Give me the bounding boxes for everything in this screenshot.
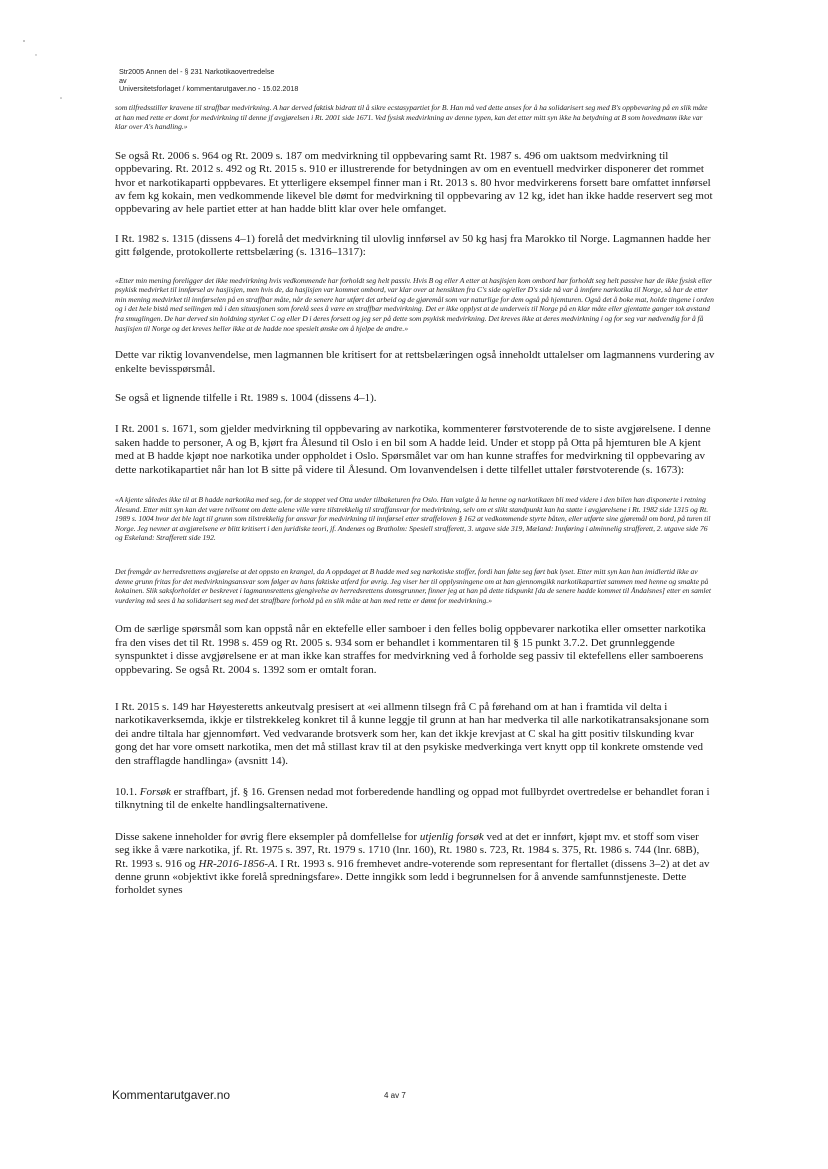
quote-block: Det fremgår av herredsrettens avgjørelse at det oppsto en krangel, da A oppdaget at B hadde med seg narkotiske stoffer, fordi han følte seg ført bak lyset. Etter mitt syn kan han imidlertid ikke av denne grunn fritas for det medvirkningsansvar som følger av hans faktiske atferd for øvrig. Jeg viser her til opplysningene om at han gjennomgikk narkotikapartiet sammen med henne og smakte på kokainen. Slik saksforholdet er beskrevet i lagmannsrettens gjengivelse av herredsrettens domsgrunner, finner jeg at han på dette tidspunkt [da de senere hadde kommet til Åndalsnes] etter en samlet vurdering må sees å ha solidarisert seg med det straffbare forhold på en slik måte at han med rette er dømt for medvirkning.» <box>115 567 712 605</box>
body-paragraph: Se også Rt. 2006 s. 964 og Rt. 2009 s. 187 om medvirkning til oppbevaring samt Rt. 1987 s. 496 om uaktsom medvirkning til oppbevaring. Rt. 2012 s. 492 og Rt. 2015 s. 910 er illustrerende for betydningen av om en eventuell medvirker disponerer det rommet hvor et narkotikaparti oppbevares. Et ytterligere eksempel finner man i Rt. 2013 s. 80 hvor medvirkerens forsett bare omfattet innførsel av fem kg kokain, men vedkommende likevel ble dømt for medvirkning til oppbevaring av 12 kg, idet han ikke hadde reservert seg mot oppbevaring av hele partiet etter at han hadde blitt klar over hele omfanget. <box>115 149 713 216</box>
header-by: av <box>119 75 127 85</box>
quote-block: som tilfredsstiller kravene til straffbar medvirkning. A har derved faktisk bidratt til å sikre ecstasypartiet for B. Han må ved dette anses for å ha solidarisert seg med B's oppbevaring på en slik måte at han med rette er domt for medvirkning til denne jf avgjørelsen i Rt. 2001 side 1671. Ved fysisk medvirkning av denne typen, kan det etter mitt syn ikke ha betydning at B som hovedmann ikke var klar over A's handling.» <box>115 103 708 132</box>
quote-block: «A kjente således ikke til at B hadde narkotika med seg, for de stoppet ved Otta under tilbaketuren fra Oslo. Han valgte å la henne og narkotikaen bli med videre i den bilen han disponerte i retning Ålesund. Etter mitt syn kan det være tvilsomt om dette alene ville være tilstrekkelig til straffansvar for medvirkning, selv om et slikt standpunkt kan ha støtte i avgjørelsene i Rt. 1982 side 1315 og Rt. 1989 s. 1004 hvor det ble lagt til grunn som tilstrekkelig for ansvar for medvirkning til innførsel etter straffeloven § 162 at vedkommende styrte båten, eller utførte sine gjøremål om bord, på turen til Norge. Jeg nevner at avgjørelsene er blitt kritisert i den juridiske teori, jf. Andenæs og Bratholm: Spesiell strafferett, 3. utgave side 319, Mæland: Innføring i alminnelig strafferett, 2. utgave side 76 og Eskeland: Strafferett side 192. <box>115 495 711 543</box>
section-number: 10.1. <box>115 786 140 799</box>
body-paragraph: I Rt. 1982 s. 1315 (dissens 4–1) forelå det medvirkning til ulovlig innførsel av 50 kg hasj fra Marokko til Norge. Lagmannen hadde her gitt følgende, protokollerte rettsbelæring (s. 1316–1317): <box>115 232 711 259</box>
header-title: Str2005 Annen del - § 231 Narkotikaovertredelse <box>119 67 275 76</box>
header-publisher: Universitetsforlaget / kommentarutgaver.no - 15.02.2018 <box>119 84 299 94</box>
paragraph-text: . I Rt. 1993 s. 916 fremhevet andre-voterende som representant for flertallet (dissens 3–2) at det av denne grunn «objektivt ikke forelå spredningsfare». Dette inngikk som ledd i begrunnelsen for å anvende samfunnstjeneste. Dette forholdet synes <box>115 857 710 897</box>
document-header <box>119 68 679 94</box>
body-paragraph: I Rt. 2015 s. 149 har Høyesteretts ankeutvalg presisert at «ei allmenn tilsegn frå C på førehand om at han i framtida vil delta i narkotikaverksemda, ikkje er tilstrekkeleg konkret til å kunne leggje til grunn at han har medverka til alle narkotikatransaksjonane som dei andre tiltala har gjennomført. Ved vedvarande brotsverk som her, kan det ikkje krevjast at C skal ha gitt positiv tilskunding kvar gong det har vore omsett narkotika, men det må stillast krav til at den psykiske medverkinga vert knytt opp til konkrete omstende ved den strafflagde handlinga» (avsnitt 14). <box>115 701 710 767</box>
document-body <box>115 103 715 898</box>
body-paragraph <box>115 831 715 898</box>
term-emphasis: utjenlig forsøk <box>419 830 484 843</box>
footer-page-number: 4 av 7 <box>384 1091 406 1100</box>
section-paragraph <box>115 786 715 813</box>
body-paragraph: I Rt. 2001 s. 1671, som gjelder medvirkning til oppbevaring av narkotika, kommenterer førstvoterende de to siste avgjørelsene. I denne saken hadde to personer, A og B, kjørt fra Ålesund til Oslo i en bil som A hadde leid. Under et stopp på Otta på hjemturen ble A kjent med at B hadde kjøpt noe narkotika under oppholdet i Oslo. Spørsmålet var om han kunne straffes for medvirkning til oppbevaring av dette narkotikapartiet når han lot B sitte på videre til Ålesund. Om lovanvendelsen i dette tilfellet uttaler førstvoterende (s. 1673): <box>115 423 711 476</box>
paragraph-text: ved at det er innført, kjøpt mv. et stoff som viser seg ikke å være narkotika, jf. Rt. 1975 s. 397, Rt. 1979 s. 1710 (lnr. 160), Rt. 1980 s. 723, Rt. 1984 s. 375, Rt. 1986 s. 744 (lnr. 68B), Rt. 1993 s. 916 og <box>115 830 700 870</box>
case-reference: HR-2016-1856-A <box>198 857 275 870</box>
footer-site: Kommentarutgaver.no <box>112 1088 231 1102</box>
paragraph-text: er straffbart, jf. § 16. Grensen nedad mot forberedende handling og oppad mot fullbyrdet overtredelse er behandlet foran i tilknytning til de enkelte handlingsalternativene. <box>115 786 710 812</box>
body-paragraph: Dette var riktig lovanvendelse, men lagmannen ble kritisert for at rettsbelæringen også inneholdt uttalelser om lagmannens vurdering av enkelte bevisspørsmål. <box>115 349 715 375</box>
body-paragraph: Se også et lignende tilfelle i Rt. 1989 s. 1004 (dissens 4–1). <box>115 392 377 404</box>
scan-specks <box>0 0 828 120</box>
body-paragraph: Om de særlige spørsmål som kan oppstå når en ektefelle eller samboer i den felles bolig oppbevarer narkotika eller omsetter narkotika fra den vises det til Rt. 1998 s. 459 og Rt. 2005 s. 934 som er behandlet i kommentaren til § 15 punkt 3.7.2. Det grunnleggende synspunktet i disse avgjørelsene er at man ikke kan straffes for medvirkning ved å forholde seg passiv til ektefellens eller samboerens oppbevaring. Se også Rt. 2004 s. 1392 som er omtalt foran. <box>115 623 706 676</box>
quote-block: «Etter min mening foreligger det ikke medvirkning hvis vedkommende har forholdt seg helt passiv. Hvis B og eller A etter at hasjisjen kom ombord har forholdt seg helt passive har de ikke fysisk eller psykisk medvirket til innførsel av hasjisjen, men hvis de, da hasjisjen var kommet ombord, var klar over at hensikten fra C's side og/eller D's side nå var å innføre narkotika til Norge, så har de etter min mening medvirket til innførselen på en straffbar måte, når de senere har utført det arbeid og de gjøremål som var naturlige for dem også på hjemturen. Også det å boke mat, holde tingene i orden og i det hele bistå med seilingen må i den situasjonen som forelå sees å være en straffbar medvirkning. Det er ikke opplyst at de underveis til Norge på en klar måte eller gjentatte ganger tok avstand fra smuglingen. De har derved sin holdning styrket C og eller D i deres forsett og jeg ser på dette som psykisk medvirkning. Det kreves ikke at deres medvirkning i og for seg var nødvendig for å få hasjisjen til Norge og det kreves heller ikke at de hadde noe spesielt ønske om å hjelpe de andre.» <box>115 275 714 333</box>
term-emphasis: Forsøk <box>139 786 171 799</box>
paragraph-text: Disse sakene inneholder for øvrig flere eksempler på domfellelse for <box>115 830 420 843</box>
